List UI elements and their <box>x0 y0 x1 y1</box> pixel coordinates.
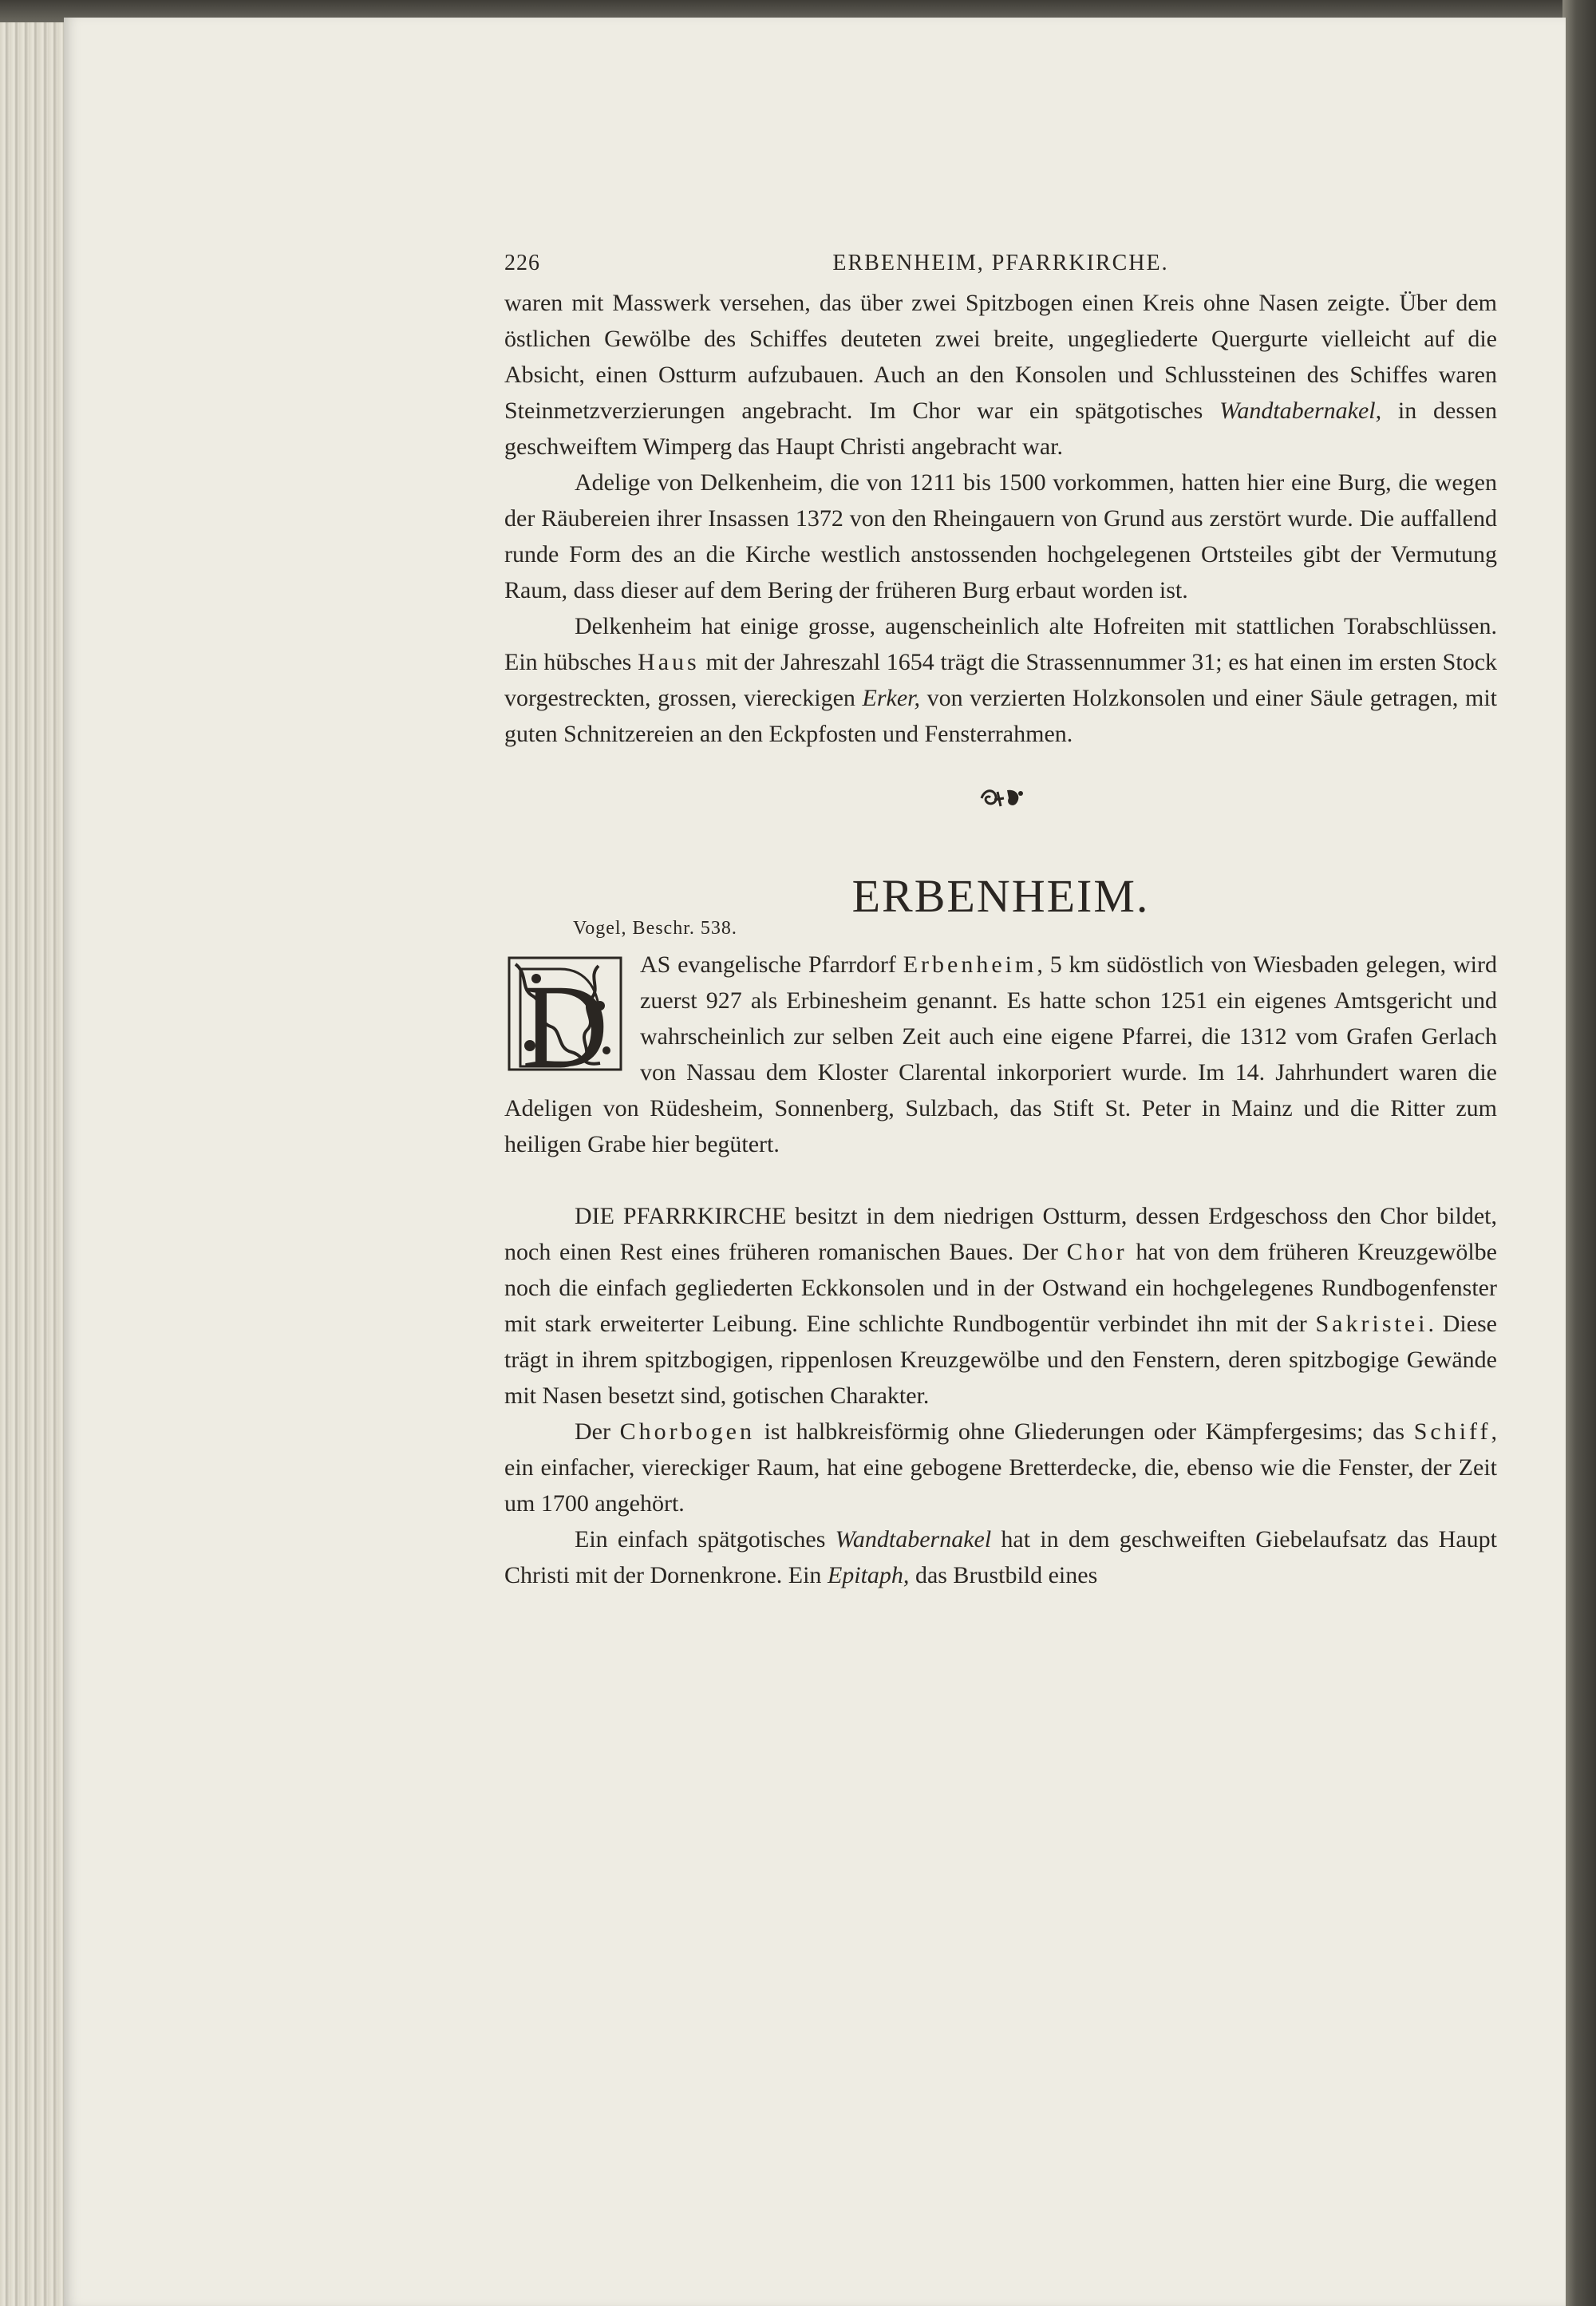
paragraph-wandtabernakel: Ein einfach spätgotisches Wandtabernakel hat in dem geschweiften Giebelaufsatz das Haupt Christi mit der Dornenkrone. Ein Epitaph, das Brustbild eines <box>504 1526 1497 1588</box>
emph-wandtabernakel-2: Wandtabernakel <box>835 1526 992 1552</box>
spaced-schiff: Schiff <box>1413 1418 1491 1445</box>
page-content <box>504 245 1497 1593</box>
emph-wandtabernakel: Wandtabernakel, <box>1219 398 1382 424</box>
book-spine-edge <box>1562 0 1596 2306</box>
spaced-sakristei: Sakristei <box>1315 1311 1428 1337</box>
running-title: ERBENHEIM, PFARRKIRCHE. <box>832 251 1169 275</box>
paragraph-pfarrkirche: DIE PFARRKIRCHE besitzt in dem niedrigen Ostturm, dessen Erdgeschoss den Chor bildet, noch einen Rest eines früheren romanischen Baues. Der Chor hat von dem früheren Kreuzgewölbe noch die einfach gegliederten Eckkonsolen und in der Ostwand ein hochgelegenes Rundbogenfenster mit stark erweiterter Leibung. Eine schlichte Rundbogentür verbindet ihn mit der Sakristei. Diese trägt in ihrem spitzbogigen, rippenlosen Kreuzgewölbe und den Fenstern, deren spitzbogige Gewände mit Nasen besetzt sind, gotischen Charakter. <box>504 1203 1497 1409</box>
emph-epitaph: Epitaph, <box>827 1562 910 1588</box>
spaced-chor: Chor <box>1066 1239 1128 1265</box>
fleuron-ornament-icon <box>977 784 1025 811</box>
spaced-chorbogen: Chorbogen <box>619 1418 755 1445</box>
paragraph-chorbogen: Der Chorbogen ist halbkreisförmig ohne Gliederungen oder Kämpfergesims; das Schiff, ein einfacher, viereckiger Raum, hat eine gebogene Bretterdecke, die, ebenso wie die Fenster, der Zeit um 1700 angehört. <box>504 1418 1497 1517</box>
book-page <box>64 18 1566 2306</box>
ornamental-initial-d-icon <box>504 950 630 1081</box>
paragraph-masswerk: waren mit Masswerk versehen, das über zwei Spitzbogen einen Kreis ohne Nasen zeigte. Über dem östlichen Gewölbe des Schiffes deuteten zwei breite, ungegliederte Quergurte vielleicht auf die Absicht, einen Ostturm aufzubauen. Auch an den Konsolen und Schlussteinen des Schiffes waren Steinmetzverzierungen angebracht. Im Chor war ein spätgotisches Wandtabernakel, in dessen geschweiftem Wimperg das Haupt Christi angebracht war. <box>504 290 1497 460</box>
section-title: ERBENHEIM. <box>851 870 1150 923</box>
page-number: 226 <box>504 251 540 275</box>
emph-erker: Erker, <box>862 685 921 711</box>
section-heading-area <box>504 811 1497 947</box>
marginal-reference: Vogel, Beschr. 538. <box>573 918 737 939</box>
paragraph-delkenheim: Delkenheim hat einige grosse, augenscheinlich alte Hofreiten mit stattlichen Torabschlüssen. Ein hübsches Haus mit der Jahreszahl 1654 trägt die Strassennummer 31; es hat einen im ersten Stock vorgestreckten, grossen, viereckigen Erker, von verzierten Holzkonsolen und einer Säule getragen, mit guten Schnitzereien an den Eckpfosten und Fensterrahmen. <box>504 613 1498 747</box>
spaced-erbenheim: Erbenheim <box>903 951 1037 978</box>
spaced-haus: Haus <box>638 649 700 675</box>
running-head <box>504 245 1497 285</box>
paragraph-intro: D AS evangelische Pfarrdorf Erbenheim, 5 km südöstlich von Wiesbaden gelegen, wird zuerst 927 als Erbinesheim genannt. Es hatte schon 1251 ein eigenes Amtsgericht und wahrscheinlich zur selben Zeit auch eine eigene Pfarrei, die 1312 vom Grafen Gerlach von Nassau dem Kloster Clarental inkorporiert wurde. Im 14. Jahrhundert waren die Adeligen von Rüdesheim, Sonnenberg, Sulzbach, das Stift St. Peter in Mainz und die Ritter zum heiligen Grabe hier begütert. <box>504 951 1497 1157</box>
paragraph-adelige: Adelige von Delkenheim, die von 1211 bis 1500 vorkommen, hatten hier eine Burg, die wegen der Räubereien ihrer Insassen 1372 von den Rheingauern von Grund aus zerstört wurde. Die auffallend runde Form des an die Kirche westlich anstossenden hochgelegenen Ortsteiles gibt der Vermutung Raum, dass dieser auf dem Bering der früheren Burg erbaut worden ist. <box>504 469 1497 603</box>
paragraph-gap <box>504 1162 1497 1198</box>
initial-letter: D <box>522 960 609 1081</box>
